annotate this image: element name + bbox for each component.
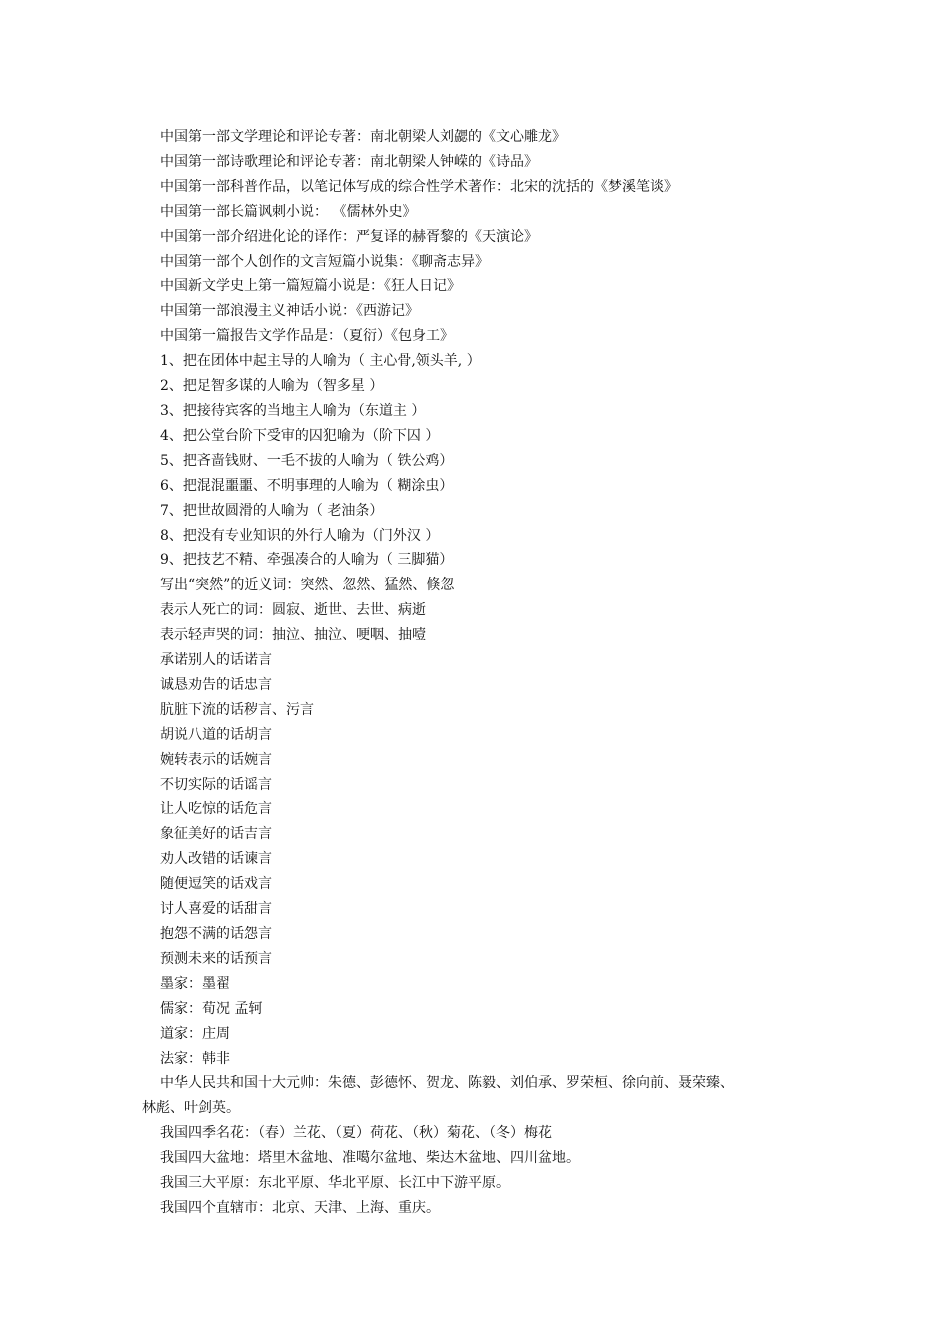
words-item: 讨人喜爱的话甜言 (160, 901, 272, 918)
metaphor-item: 7、把世故圆滑的人喻为（ 老油条） (160, 502, 384, 519)
school-item: 法家：韩非 (160, 1050, 230, 1067)
metaphor-item: 5、把吝啬钱财、一毛不拔的人喻为（ 铁公鸡） (160, 452, 454, 469)
words-item: 象征美好的话吉言 (160, 826, 272, 843)
words-item: 胡说八道的话胡言 (160, 726, 272, 743)
words-item: 让人吃惊的话危言 (160, 801, 272, 818)
words-item: 承诺别人的话诺言 (160, 652, 272, 669)
text-line: 我国三大平原：东北平原、华北平原、长江中下游平原。 (160, 1175, 510, 1192)
metaphor-item: 6、把混混噩噩、不明事理的人喻为（ 糊涂虫） (160, 477, 454, 494)
metaphor-item: 8、把没有专业知识的外行人喻为（门外汉 ） (160, 527, 440, 544)
words-item: 婉转表示的话婉言 (160, 751, 272, 768)
text-line: 我国四大盆地：塔里木盆地、准噶尔盆地、柴达木盆地、四川盆地。 (160, 1150, 580, 1167)
text-line: 中国第一部浪漫主义神话小说：《西游记》 (160, 303, 419, 320)
document-body (142, 125, 822, 1221)
words-item: 抱怨不满的话怨言 (160, 926, 272, 942)
text-line: 写出“突然”的近义词：突然、忽然、猛然、倏忽 (160, 577, 455, 594)
words-item: 随便逗笑的话戏言 (160, 876, 272, 893)
text-line: 表示轻声哭的词：抽泣、抽泣、哽咽、抽噎 (160, 627, 426, 644)
text-line: 中国第一部科普作品，以笔记体写成的综合性学术著作：北宋的沈括的《梦溪笔谈》 (160, 178, 678, 195)
text-line: 我国四季名花：（春）兰花、（夏）荷花、（秋）菊花、（冬）梅花 (160, 1125, 552, 1142)
words-item: 预测未来的话预言 (160, 950, 272, 967)
text-line: 表示人死亡的词：圆寂、逝世、去世、病逝 (160, 602, 426, 619)
metaphor-item: 3、把接待宾客的当地主人喻为（东道主 ） (160, 402, 426, 419)
metaphor-item: 4、把公堂台阶下受审的囚犯喻为（阶下囚 ） (160, 427, 440, 444)
text-line: 中国第一部长篇讽刺小说： 《儒林外史》 (160, 203, 417, 220)
marshals-line-continued: 林彪、叶剑英。 (142, 1100, 240, 1117)
marshals-line: 中华人民共和国十大元帅：朱德、彭德怀、贺龙、陈毅、刘伯承、罗荣桓、徐向前、聂荣臻、 (160, 1075, 734, 1092)
text-line: 中国新文学史上第一篇短篇小说是：《狂人日记》 (160, 278, 461, 295)
text-line: 中国第一篇报告文学作品是：（夏衍）《包身工》 (160, 328, 454, 345)
metaphor-item: 1、把在团体中起主导的人喻为（ 主心骨,领头羊, ） (160, 353, 481, 370)
text-line: 中国第一部诗歌理论和评论专著：南北朝梁人钟嵘的《诗品》 (160, 153, 538, 170)
text-line: 中国第一部介绍进化论的译作：严复译的赫胥黎的《天演论》 (160, 228, 538, 245)
words-item: 诚恳劝告的话忠言 (160, 676, 272, 693)
words-item: 肮脏下流的话秽言、污言 (160, 701, 314, 718)
text-line: 我国四个直辖市：北京、天津、上海、重庆。 (160, 1199, 440, 1216)
text-line: 中国第一部个人创作的文言短篇小说集：《聊斋志异》 (160, 253, 489, 270)
metaphor-item: 2、把足智多谋的人喻为（智多星 ） (160, 378, 384, 395)
words-item: 劝人改错的话谏言 (160, 851, 272, 868)
school-item: 墨家：墨翟 (160, 975, 230, 992)
words-item: 不切实际的话谣言 (160, 776, 272, 793)
text-line: 中国第一部文学理论和评论专著：南北朝梁人刘勰的《文心雕龙》 (160, 129, 566, 145)
metaphor-item: 9、把技艺不精、牵强凑合的人喻为（ 三脚猫） (160, 552, 454, 569)
school-item: 道家：庄周 (160, 1025, 230, 1042)
school-item: 儒家：荀况 孟轲 (160, 1000, 263, 1017)
